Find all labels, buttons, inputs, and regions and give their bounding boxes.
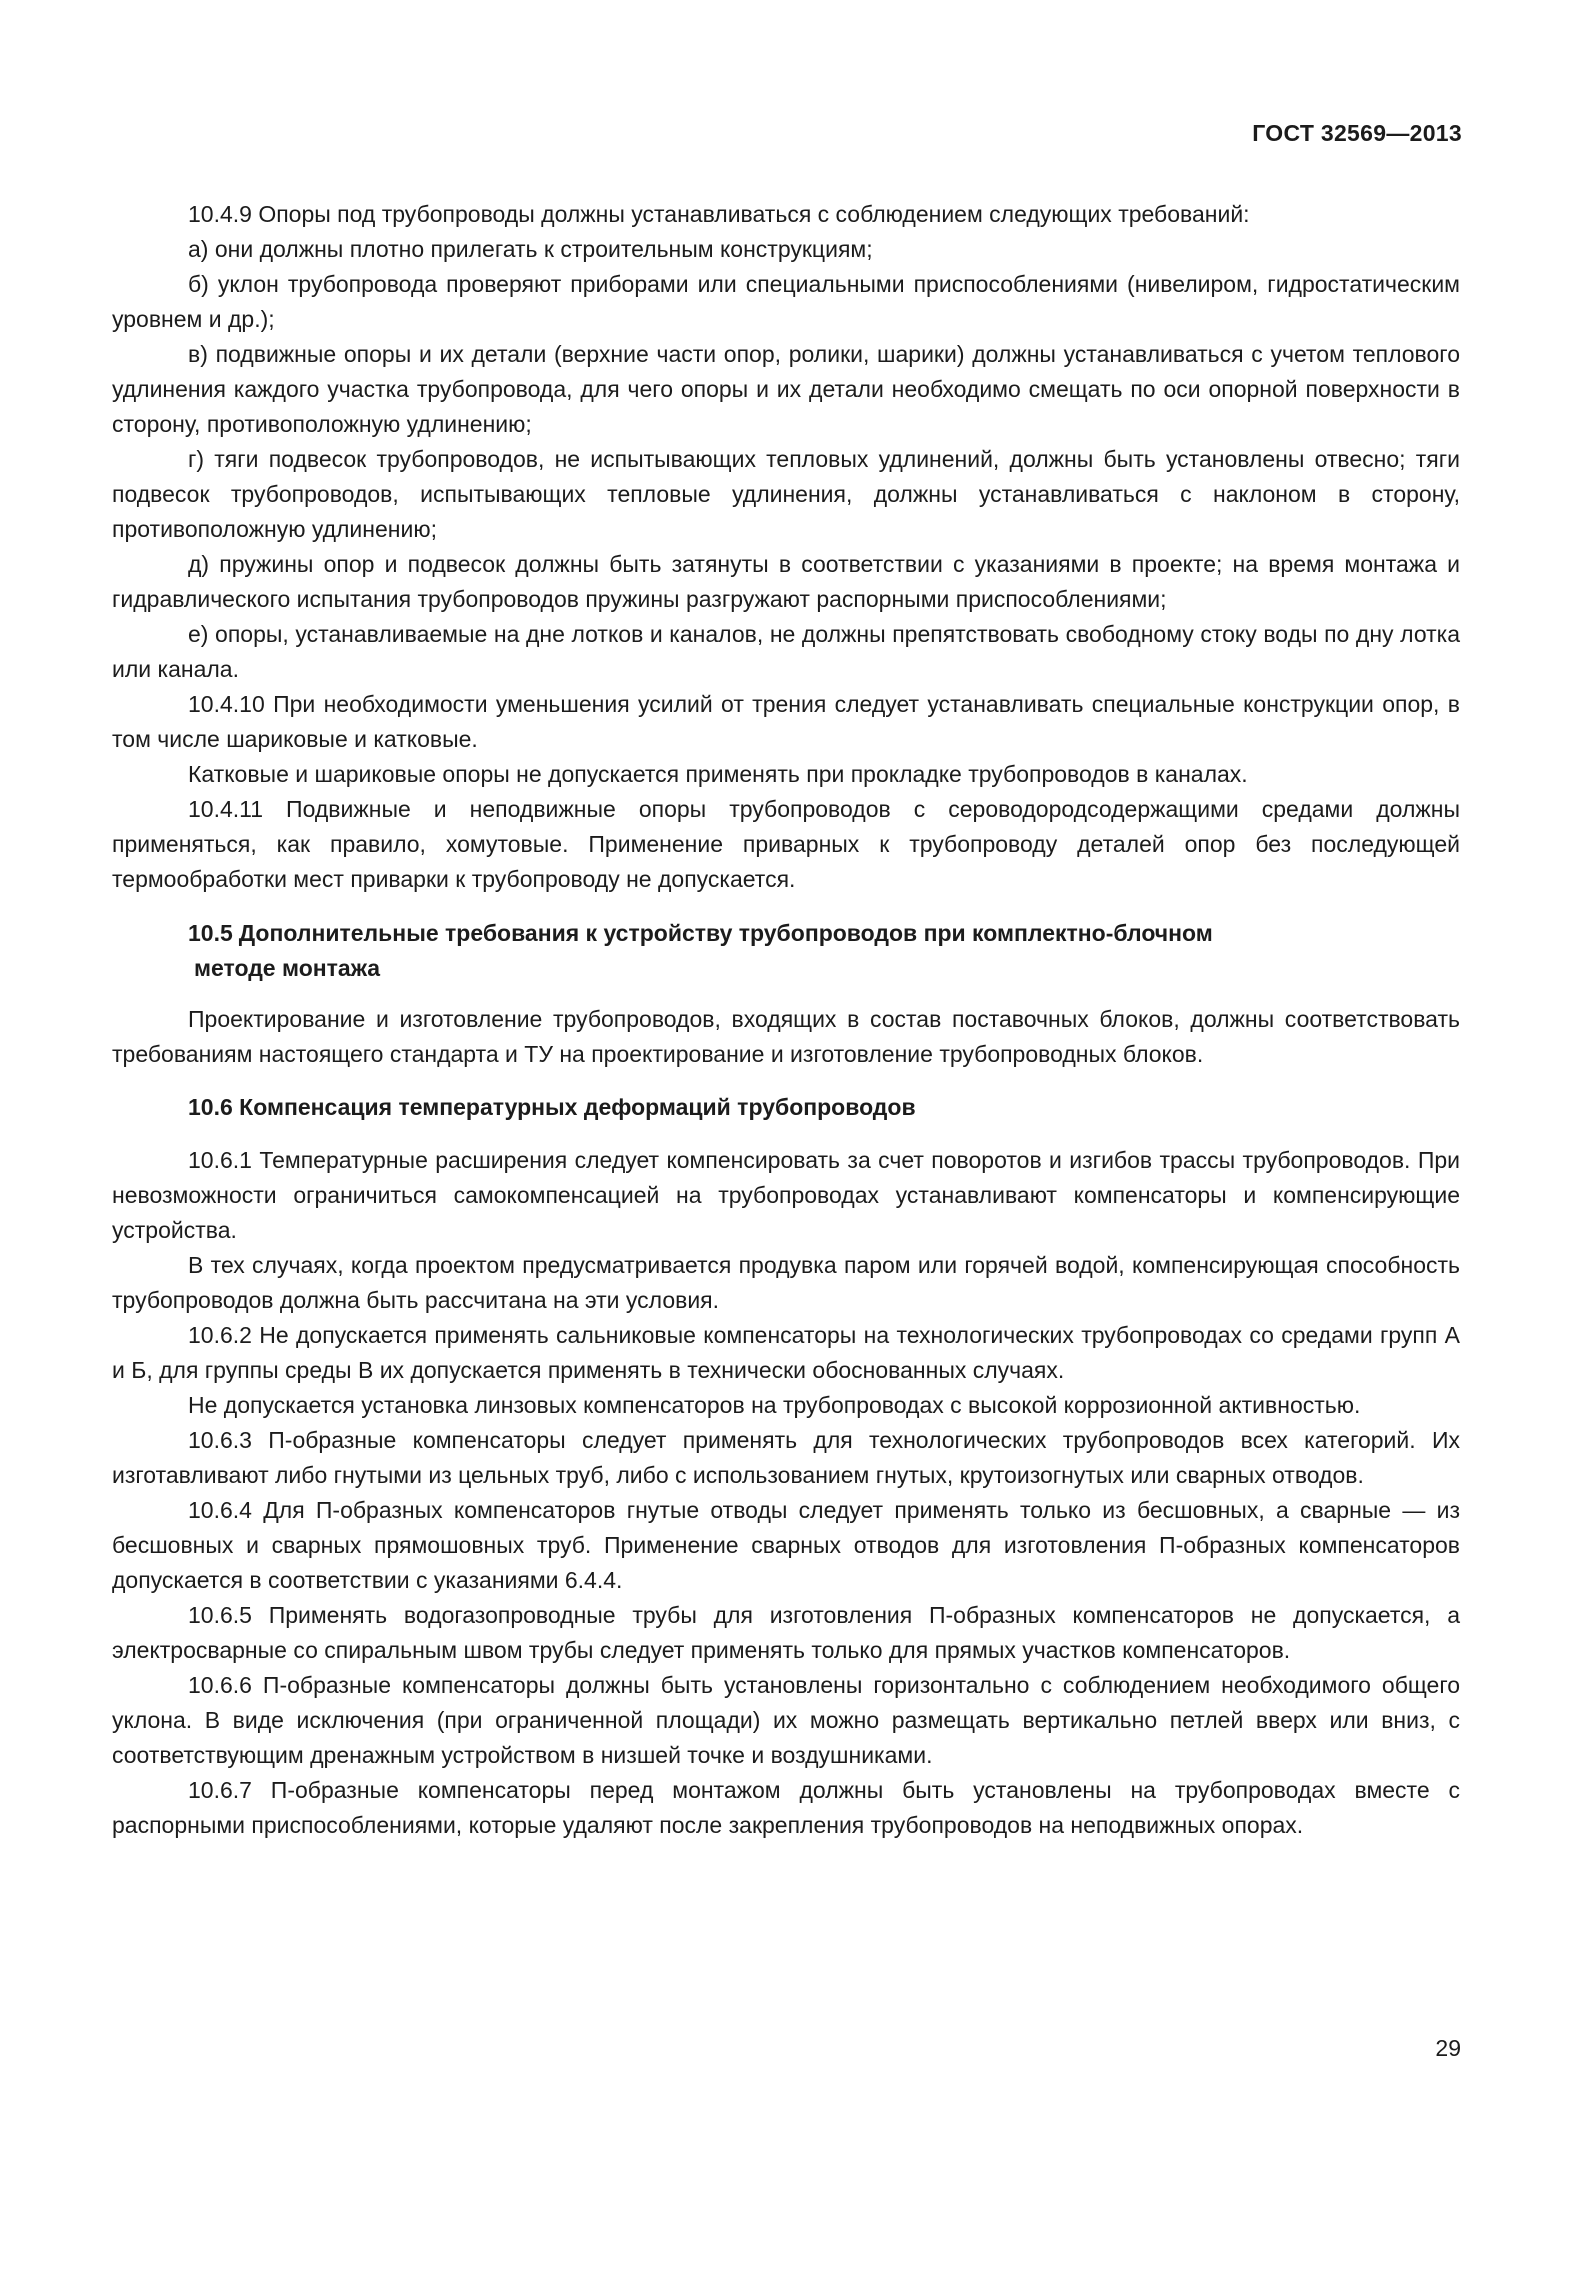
paragraph-10-6-2: 10.6.2 Не допускается применять сальниковые компенсаторы на технологических трубопроводах со средами групп А и Б, для группы среды В их допускается применять в технически обоснованных случаях. <box>112 1322 1460 1383</box>
paragraph-10-6-1: 10.6.1 Температурные расширения следует компенсировать за счет поворотов и изгибов трассы трубопроводов. При невозможности ограничиться самокомпенсацией на трубопроводах устанавливают компенсаторы и компенсирующие устройства. <box>112 1147 1460 1243</box>
list-item-a: а) они должны плотно прилегать к строительным конструкциям; <box>188 236 873 262</box>
paragraph-10-4-10: 10.4.10 При необходимости уменьшения усилий от трения следует устанавливать специальные конструкции опор, в том числе шариковые и катковые. <box>112 691 1460 752</box>
list-item-b: б) уклон трубопровода проверяют приборами или специальными приспособлениями (нивелиром, гидростатическим уровнем и др.); <box>112 271 1460 332</box>
list-item-d: д) пружины опор и подвесок должны быть затянуты в соответствии с указаниями в проекте; на время монтажа и гидравлического испытания трубопроводов пружины разгружают распорными приспособлениями; <box>112 551 1460 612</box>
paragraph-10-6-4: 10.6.4 Для П-образных компенсаторов гнутые отводы следует применять только из бесшовных, а сварные — из бесшовных и сварных прямошовных труб. Применение сварных отводов для изготовления П-образных компенсаторов допускается в соответствии с указаниями 6.4.4. <box>112 1497 1460 1593</box>
paragraph-lens-compensators: Не допускается установка линзовых компенсаторов на трубопроводах с высокой коррозионной активностью. <box>188 1392 1361 1418</box>
paragraph-10-6-5: 10.6.5 Применять водогазопроводные трубы для изготовления П-образных компенсаторов не допускается, а электросварные со спиральным швом трубы следует применять только для прямых участков компенсаторов. <box>112 1602 1460 1663</box>
paragraph-steam-purge: В тех случаях, когда проектом предусматривается продувка паром или горячей водой, компенсирующая способность трубопроводов должна быть рассчитана на эти условия. <box>112 1252 1460 1313</box>
section-title-10-5-line2: методе монтажа <box>194 955 381 981</box>
list-item-g: г) тяги подвесок трубопроводов, не испытывающих тепловых удлинений, должны быть установлены отвесно; тяги подвесок трубопроводов, испытывающих тепловые удлинения, должны устанавливаться с наклоном в сторону, противоположную удлинению; <box>112 446 1460 542</box>
paragraph-rollers: Катковые и шариковые опоры не допускается применять при прокладке трубопроводов в каналах. <box>188 761 1248 787</box>
section-heading-10-5 <box>112 916 1460 986</box>
section-number-10-5: 10.5 <box>188 920 233 946</box>
section-title-10-5-line1: Дополнительные требования к устройству трубопроводов при комплектно-блочном <box>238 920 1213 946</box>
paragraph-10-4-11: 10.4.11 Подвижные и неподвижные опоры трубопроводов с сероводородсодержащими средами должны применяться, как правило, хомутовые. Применение приварных к трубопроводу деталей опор без последующей термообработки мест приварки к трубопроводу не допускается. <box>112 796 1460 892</box>
list-item-e: е) опоры, устанавливаемые на дне лотков и каналов, не должны препятствовать свободному стоку воды по дну лотка или канала. <box>112 621 1460 682</box>
document-code: ГОСТ 32569—2013 <box>1252 120 1462 146</box>
paragraph-10-6-3: 10.6.3 П-образные компенсаторы следует применять для технологических трубопроводов всех категорий. Их изготавливают либо гнутыми из цельных труб, либо с использованием гнутых, крутоизогнутых или сварных отводов. <box>112 1427 1460 1488</box>
section-heading-10-6: 10.6 Компенсация температурных деформаций трубопроводов <box>188 1094 916 1120</box>
paragraph-10-6-6: 10.6.6 П-образные компенсаторы должны быть установлены горизонтально с соблюдением необходимого общего уклона. В виде исключения (при ограниченной площади) их можно размещать вертикально петлей вверх или вниз, с соответствующим дренажным устройством в низшей точке и воздушниками. <box>112 1672 1460 1768</box>
paragraph-10-4-9: 10.4.9 Опоры под трубопроводы должны устанавливаться с соблюдением следующих требований: <box>188 201 1250 227</box>
paragraph-10-6-7: 10.6.7 П-образные компенсаторы перед монтажом должны быть установлены на трубопроводах вместе с распорными приспособлениями, которые удаляют после закрепления трубопроводов на неподвижных опорах. <box>112 1777 1460 1838</box>
paragraph-10-5-body: Проектирование и изготовление трубопроводов, входящих в состав поставочных блоков, должны соответствовать требованиям настоящего стандарта и ТУ на проектирование и изготовление трубопроводных блоков. <box>112 1006 1460 1067</box>
page-number: 29 <box>1435 2035 1461 2061</box>
list-item-v: в) подвижные опоры и их детали (верхние части опор, ролики, шарики) должны устанавливаться с учетом теплового удлинения каждого участка трубопровода, для чего опоры и их детали необходимо смещать по оси опорной поверхности в сторону, противоположную удлинению; <box>112 341 1460 437</box>
page-body <box>112 197 1460 1843</box>
